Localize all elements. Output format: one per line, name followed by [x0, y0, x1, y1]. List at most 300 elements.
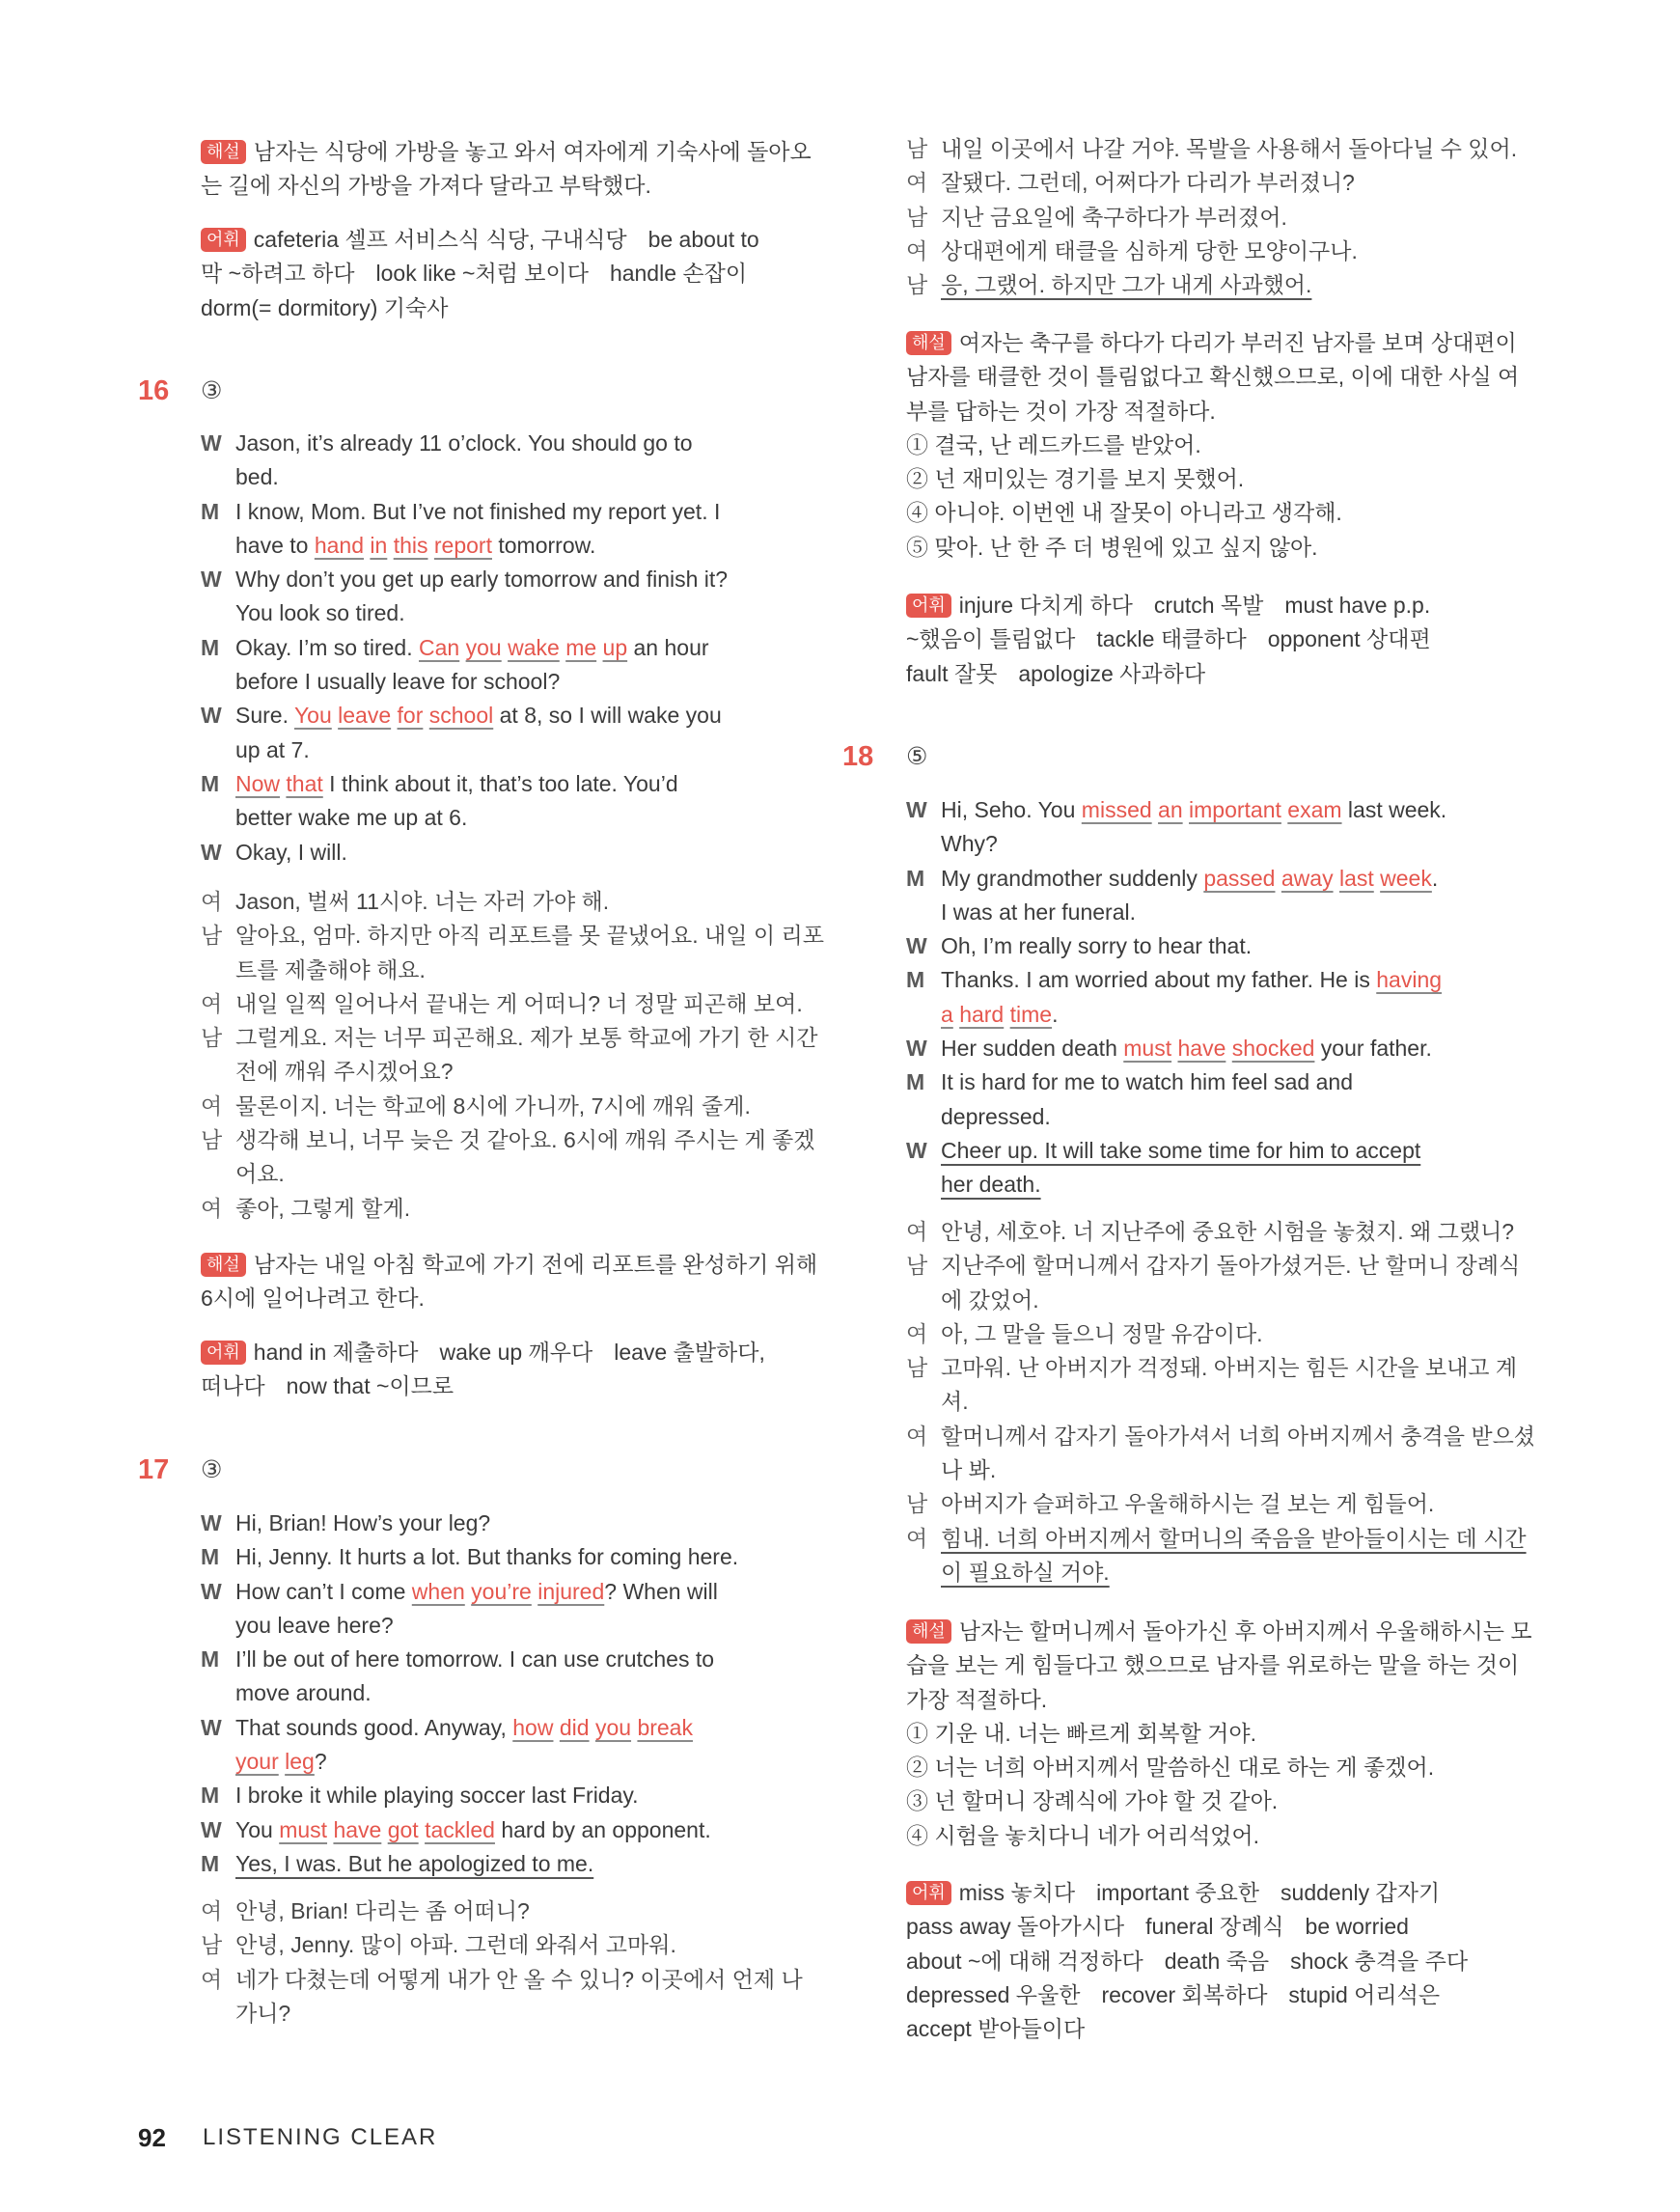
- dialogue-turn: [906, 1065, 1498, 1134]
- answer-option-translation: ③ 넌 할머니 장례식에 가야 할 것 같아.: [906, 1788, 1279, 1814]
- text-run: bed.: [235, 464, 279, 490]
- dictation-blank-word: when: [411, 1578, 465, 1604]
- question-number: 17: [138, 1454, 170, 1485]
- speaker-label: W: [201, 1816, 222, 1842]
- question-17-translation: [201, 1894, 803, 2031]
- text-run: better wake me up at 6.: [235, 805, 468, 831]
- vocab-entry: important 중요한: [1096, 1880, 1260, 1905]
- vocab-line: [906, 589, 1498, 622]
- translation-line: 지난 금요일에 축구하다가 부러졌어.: [941, 204, 1287, 230]
- dialogue-text: [235, 631, 789, 700]
- translation-turn: [906, 235, 1498, 268]
- text-run: How can’t I come: [235, 1578, 412, 1604]
- translation-text: [235, 919, 824, 987]
- translation-line: 그럴게요. 저는 너무 피곤해요. 제가 보통 학교에 가기 한 시간: [235, 1025, 818, 1051]
- vocab-entry: dorm(= dormitory) 기숙사: [201, 294, 449, 320]
- text-run: You look so tired.: [235, 600, 405, 626]
- translation-text: [941, 201, 1498, 235]
- dialogue-turn: [906, 793, 1498, 862]
- vocab-entry: tackle 태클하다: [1096, 626, 1247, 652]
- speaker-label: 여: [906, 170, 928, 196]
- question-18-vocabulary: [906, 1876, 1498, 2046]
- dialogue-text: [235, 1575, 789, 1644]
- translation-line: 네가 다쳤는데 어떻게 내가 안 올 수 있니? 이곳에서 언제 나: [235, 1966, 803, 1992]
- vocab-badge: 어휘: [201, 228, 246, 252]
- explanation-line: 습을 보는 게 힘들다고 했으므로 남자를 위로하는 말을 하는 것이: [906, 1652, 1520, 1678]
- dialogue-line: [941, 793, 1498, 827]
- translation-line: Jason, 벌써 11시야. 너는 자러 가야 해.: [235, 889, 610, 914]
- dialogue-turn: [201, 1643, 789, 1711]
- vocab-entry: accept 받아들이다: [906, 2016, 1086, 2042]
- dictation-blank-word: hard: [959, 1001, 1005, 1027]
- dialogue-line: [235, 495, 789, 529]
- dictation-blank-word: you’re: [471, 1578, 532, 1604]
- dictation-blank-word: up: [602, 634, 628, 660]
- speaker-label: 남: [906, 204, 928, 230]
- dialogue-text: [941, 793, 1498, 862]
- dialogue-turn: [201, 767, 789, 836]
- text-run: her death.: [941, 1172, 1041, 1198]
- vocab-entry: crutch 목발: [1153, 593, 1264, 618]
- speaker-label: 여: [906, 1320, 928, 1346]
- text-run: Her sudden death: [941, 1036, 1124, 1062]
- translation-turn: [201, 885, 789, 919]
- text-run: hard by an opponent.: [494, 1816, 711, 1842]
- speaker-label: M: [906, 1069, 925, 1095]
- translation-line: 안녕, Brian! 다리는 좀 어떠니?: [235, 1898, 530, 1923]
- dialogue-text: [235, 427, 789, 495]
- speaker-label: 남: [906, 1253, 928, 1279]
- text-run: depressed.: [941, 1103, 1051, 1129]
- dialogue-turn: [201, 1575, 789, 1644]
- dictation-blank-word: school: [428, 703, 494, 729]
- dialogue-line: [941, 929, 1498, 963]
- vocab-entry: suddenly 갑자기: [1281, 1880, 1441, 1905]
- dialogue-line: [235, 699, 789, 733]
- dictation-blank-word: a: [941, 1001, 953, 1027]
- speaker-label: W: [201, 1578, 222, 1604]
- translation-text: [235, 885, 789, 919]
- vocab-entry: shock 충격을 주다: [1290, 1948, 1469, 1974]
- answer-option-translation: ① 결국, 난 레드카드를 받았어.: [906, 431, 1201, 457]
- dialogue-line: [235, 460, 789, 494]
- speaker-label: 여: [201, 1898, 223, 1923]
- translation-line: 이 필요하실 거야.: [941, 1559, 1110, 1585]
- text-run: ? When will: [604, 1578, 718, 1604]
- dialogue-turn: [906, 862, 1498, 930]
- dialogue-line: [235, 631, 789, 665]
- dictation-blank-word: break: [637, 1714, 693, 1740]
- explanation-text: 남자는 내일 아침 학교에 가기 전에 리포트를 완성하기 위해: [253, 1252, 818, 1277]
- vocab-entry: funeral 장례식: [1145, 1914, 1284, 1940]
- dictation-blank-word: Now: [235, 770, 281, 796]
- dictation-blank-word: this: [393, 532, 428, 558]
- dictation-blank-word: you: [465, 634, 502, 660]
- question-18-header: [0, 736, 1680, 774]
- vocab-entry: be worried: [1305, 1914, 1409, 1940]
- vocab-entry: death 죽음: [1164, 1948, 1270, 1974]
- speaker-label: 남: [201, 923, 223, 949]
- translation-line: 안녕, Jenny. 많이 아파. 그런데 와줘서 고마워.: [235, 1932, 676, 1958]
- translation-turn: [201, 1963, 803, 2032]
- speaker-label: 남: [201, 1932, 223, 1958]
- dictation-blank-word: injured: [537, 1578, 605, 1604]
- speaker-label: W: [201, 1510, 222, 1535]
- text-run: before I usually leave for school?: [235, 669, 561, 695]
- dialogue-text: [941, 1134, 1498, 1203]
- answer-option-translation: ④ 아니야. 이번엔 내 잘못이 아니라고 생각해.: [906, 500, 1342, 526]
- translation-turn: [201, 1928, 789, 1962]
- dialogue-turn: [201, 1711, 789, 1780]
- question-16-script: [201, 427, 789, 870]
- dialogue-text: [235, 1779, 789, 1812]
- speaker-label: 남: [906, 136, 928, 161]
- dictation-blank-word: did: [559, 1714, 590, 1740]
- dialogue-line: [235, 836, 789, 870]
- answer-option-translation: ② 너는 너희 아버지께서 말씀하신 대로 하는 게 좋겠어.: [906, 1755, 1435, 1781]
- translation-line: 고마워. 난 아버지가 걱정돼. 아버지는 힘든 시간을 보내고 계: [941, 1355, 1518, 1381]
- vocab-line: [201, 223, 789, 257]
- dialogue-text: [235, 1711, 789, 1780]
- dictation-blank-word: got: [387, 1816, 419, 1842]
- translation-text: [235, 1928, 789, 1962]
- translation-turn: [201, 1192, 789, 1226]
- dialogue-text: [941, 862, 1498, 930]
- dictation-blank-word: missed: [1081, 797, 1152, 822]
- dialogue-line: [235, 1609, 789, 1643]
- text-run: Jason, it’s already 11 o’clock. You should go to: [235, 430, 693, 456]
- translation-line: 에 갔었어.: [941, 1286, 1039, 1313]
- dialogue-line: [235, 1779, 789, 1812]
- dialogue-line: [941, 963, 1498, 997]
- vocab-badge: 어휘: [906, 594, 951, 618]
- explanation-line: 는 길에 자신의 가방을 가져다 달라고 부탁했다.: [201, 173, 651, 199]
- dialogue-line: [941, 896, 1498, 929]
- translation-turn: [906, 268, 1498, 302]
- speaker-label: W: [201, 430, 222, 456]
- dictation-blank-word: tackled: [425, 1816, 495, 1842]
- speaker-label: 여: [906, 1219, 928, 1244]
- text-run: I was at her funeral.: [941, 899, 1136, 925]
- explanation-badge: 해설: [906, 331, 951, 355]
- translation-line: 가니?: [235, 2000, 291, 2026]
- dialogue-text: [235, 767, 789, 836]
- dialogue-turn: [201, 1779, 789, 1812]
- translation-text: [235, 1090, 789, 1123]
- vocab-line: [906, 1978, 1498, 2012]
- vocab-entry: be about to: [647, 227, 759, 252]
- dialogue-turn: [201, 1813, 789, 1847]
- speaker-label: 남: [201, 1127, 223, 1153]
- dialogue-line: [235, 801, 789, 835]
- speaker-label: 여: [906, 237, 928, 263]
- translation-line: 나 봐.: [941, 1457, 997, 1483]
- dialogue-line: [235, 1676, 789, 1710]
- dialogue-text: [235, 836, 789, 870]
- translation-text: [941, 132, 1517, 166]
- translation-line: 내일 이곳에서 나갈 거야. 목발을 사용해서 돌아다닐 수 있어.: [941, 136, 1518, 161]
- translation-text: [941, 166, 1498, 200]
- dictation-blank-word: have: [1177, 1036, 1226, 1062]
- dictation-blank-word: report: [433, 532, 492, 558]
- speaker-label: 남: [906, 1491, 928, 1517]
- text-run: Oh, I’m really sorry to hear that.: [941, 933, 1253, 959]
- text-run: My grandmother suddenly: [941, 865, 1204, 891]
- dialogue-turn: [201, 1847, 789, 1881]
- dialogue-line: [235, 1847, 789, 1881]
- text-run: tomorrow.: [491, 532, 596, 558]
- translation-line: 안녕, 세호야. 너 지난주에 중요한 시험을 놓쳤지. 왜 그랬니?: [941, 1219, 1515, 1244]
- dictation-blank-word: time: [1009, 1001, 1053, 1027]
- answer-option-translation: ② 넌 재미있는 경기를 보지 못했어.: [906, 466, 1245, 492]
- question-16-translation: [201, 885, 824, 1226]
- previous-explanation: [201, 135, 812, 204]
- speaker-label: W: [906, 797, 927, 822]
- text-run: Thanks. I am worried about my father. He is: [941, 967, 1377, 993]
- dialogue-line: [235, 529, 789, 563]
- vocab-entry: depressed 우울한: [906, 1981, 1081, 2007]
- dialogue-turn: [201, 1507, 789, 1540]
- translation-turn: [906, 166, 1498, 200]
- dialogue-line: [941, 1100, 1498, 1134]
- vocab-entry: opponent 상대편: [1267, 626, 1431, 652]
- translation-line: 아버지가 슬퍼하고 우울해하시는 걸 보는 게 힘들어.: [941, 1491, 1435, 1517]
- dialogue-turn: [906, 929, 1498, 963]
- vocab-entry: must have p.p.: [1284, 593, 1431, 618]
- dialogue-text: [235, 1507, 789, 1540]
- speaker-label: W: [906, 1137, 927, 1163]
- text-run: Hi, Seho. You: [941, 797, 1082, 822]
- speaker-label: W: [201, 839, 222, 865]
- dialogue-line: [941, 1134, 1498, 1168]
- dialogue-line: [235, 563, 789, 596]
- speaker-label: W: [201, 1714, 222, 1740]
- vocab-line: [201, 1336, 789, 1369]
- text-run: I broke it while playing soccer last Friday.: [235, 1783, 639, 1809]
- dictation-blank-word: week: [1380, 865, 1432, 891]
- explanation-text: 남자는 할머니께서 돌아가신 후 아버지께서 우울해하시는 모: [958, 1618, 1532, 1644]
- dialogue-line: [235, 427, 789, 460]
- dictation-blank-word: how: [512, 1714, 554, 1740]
- translation-turn: [906, 1351, 1518, 1420]
- answer-choice: ③: [201, 376, 223, 404]
- translation-line: 어요.: [235, 1161, 285, 1187]
- dialogue-line: [235, 1575, 789, 1609]
- translation-line: 아, 그 말을 들으니 정말 유감이다.: [941, 1320, 1263, 1346]
- translation-text: [235, 1894, 789, 1928]
- vocab-entry: miss 놓치다: [958, 1880, 1076, 1905]
- dialogue-line: [941, 827, 1498, 861]
- explanation-text: 여자는 축구를 하다가 다리가 부러진 남자를 보며 상대편이: [958, 330, 1517, 355]
- dictation-blank-word: your: [235, 1749, 279, 1775]
- dictation-blank-word: in: [370, 532, 388, 558]
- text-run: move around.: [235, 1680, 372, 1706]
- speaker-label: M: [906, 967, 925, 993]
- text-run: ?: [314, 1749, 327, 1775]
- translation-text: [941, 1215, 1514, 1249]
- speaker-label: 남: [906, 272, 928, 298]
- answer-option-translation: ⑤ 맞아. 난 한 주 더 병원에 있고 싶지 않아.: [906, 534, 1318, 560]
- text-run: Cheer up. It will take some time for him to accept: [941, 1137, 1421, 1163]
- question-17-script: [201, 1507, 789, 1881]
- translation-text: [235, 1963, 803, 2032]
- translation-line: 내일 일찍 일어나서 끝내는 게 어떠니? 너 정말 피곤해 보여.: [235, 990, 803, 1016]
- explanation-badge: 해설: [201, 140, 246, 164]
- text-run: an hour: [627, 634, 709, 660]
- translation-line: 셔.: [941, 1389, 969, 1415]
- text-run: Hi, Brian! How’s your leg?: [235, 1510, 491, 1535]
- translation-turn: [201, 1123, 815, 1192]
- vocab-line: [201, 257, 789, 290]
- dialogue-line: [235, 1711, 789, 1745]
- speaker-label: M: [201, 1646, 220, 1673]
- translation-text: [941, 1317, 1498, 1351]
- vocab-entry: now that ~이므로: [286, 1373, 454, 1399]
- speaker-label: M: [201, 1544, 220, 1570]
- dialogue-turn: [906, 1134, 1498, 1203]
- text-run: Okay, I will.: [235, 839, 347, 865]
- dictation-blank-word: wake: [508, 634, 560, 660]
- text-run: you leave here?: [235, 1612, 394, 1638]
- speaker-label: 여: [906, 1525, 928, 1551]
- dictation-blank-word: leave: [338, 703, 392, 729]
- vocab-line: [906, 1876, 1498, 1910]
- vocab-entry: pass away 돌아가시다: [906, 1914, 1125, 1940]
- question-number: 16: [138, 375, 170, 406]
- dictation-blank-word: passed: [1203, 865, 1276, 891]
- dictation-blank-word: must: [279, 1816, 328, 1842]
- vocab-entry: leave 출발하다,: [614, 1340, 765, 1365]
- dictation-blank-word: you: [594, 1714, 632, 1740]
- speaker-label: 여: [201, 1092, 223, 1119]
- speaker-label: 여: [201, 1966, 223, 1992]
- vocab-line: [906, 1945, 1498, 1978]
- previous-vocabulary: [201, 223, 789, 325]
- explanation-line: 부를 답하는 것이 가장 적절하다.: [906, 398, 1216, 424]
- vocab-line: [201, 291, 789, 325]
- translation-line: 상대편에게 태클을 심하게 당한 모양이구나.: [941, 237, 1358, 263]
- text-run: up at 7.: [235, 736, 310, 762]
- dialogue-line: [941, 1168, 1498, 1202]
- dictation-blank-word: for: [397, 703, 424, 729]
- question-16-vocabulary: [201, 1336, 789, 1404]
- question-17-vocabulary: [906, 589, 1498, 691]
- vocab-entry: 막 ~하려고 하다: [201, 261, 355, 287]
- dialogue-line: [235, 1813, 789, 1847]
- dialogue-text: [235, 1813, 789, 1847]
- speaker-label: M: [201, 770, 220, 796]
- translation-line: 힘내. 너희 아버지께서 할머니의 죽음을 받아들이시는 데 시간: [941, 1525, 1527, 1551]
- translation-text: [941, 1487, 1498, 1521]
- dictation-blank-word: shocked: [1231, 1036, 1315, 1062]
- dialogue-turn: [201, 1540, 789, 1574]
- question-18-script: [906, 793, 1498, 1203]
- dialogue-line: [235, 1507, 789, 1540]
- dialogue-text: [941, 929, 1498, 963]
- speaker-label: 남: [906, 1355, 928, 1381]
- explanation-line: 가장 적절하다.: [906, 1686, 1048, 1712]
- speaker-label: W: [906, 933, 927, 959]
- translation-turn: [906, 1317, 1498, 1351]
- dictation-blank-word: Can: [419, 634, 460, 660]
- translation-line: 생각해 보니, 너무 늦은 것 같아요. 6시에 깨워 주시는 게 좋겠: [235, 1127, 815, 1153]
- answer-choice: ③: [201, 1455, 223, 1483]
- dictation-blank-word: last: [1338, 865, 1374, 891]
- explanation-line: [906, 1615, 1532, 1648]
- translation-line: 전에 깨워 주시겠어요?: [235, 1059, 454, 1085]
- speaker-label: M: [201, 1783, 220, 1809]
- translation-text: [941, 1351, 1517, 1420]
- dialogue-line: [941, 998, 1498, 1032]
- translation-text: [941, 235, 1498, 268]
- speaker-label: 여: [201, 1195, 223, 1221]
- text-run: You: [235, 1816, 280, 1842]
- vocab-line: [201, 1369, 789, 1403]
- dialogue-text: [941, 963, 1498, 1032]
- dictation-blank-word: having: [1376, 967, 1443, 993]
- translation-turn: [906, 201, 1498, 235]
- translation-text: [235, 1021, 818, 1090]
- dialogue-text: [941, 1065, 1498, 1134]
- question-18-translation: [906, 1215, 1536, 1590]
- answer-choice: ⑤: [906, 742, 928, 770]
- dialogue-turn: [201, 563, 789, 631]
- translation-turn: [906, 1522, 1527, 1590]
- dialogue-line: [235, 665, 789, 699]
- translation-turn: [201, 1090, 789, 1123]
- explanation-text: 남자는 식당에 가방을 놓고 와서 여자에게 기숙사에 돌아오: [253, 139, 812, 164]
- answer-option-translation: ① 기운 내. 너는 빠르게 회복할 거야.: [906, 1720, 1256, 1746]
- vocab-badge: 어휘: [201, 1341, 246, 1365]
- page-footer: [0, 2118, 1680, 2157]
- translation-turn: [906, 1215, 1515, 1249]
- vocab-entry: hand in 제출하다: [253, 1340, 419, 1365]
- page-number: 92: [138, 2123, 166, 2152]
- speaker-label: 여: [201, 990, 223, 1016]
- translation-line: 할머니께서 갑자기 돌아가셔서 너희 아버지께서 충격을 받으셨: [941, 1423, 1536, 1449]
- dialogue-text: [235, 1847, 789, 1881]
- explanation-badge: 해설: [201, 1253, 246, 1277]
- vocab-line: [906, 1910, 1498, 1944]
- vocab-entry: cafeteria 셀프 서비스식 식당, 구내식당: [253, 227, 627, 252]
- translation-line: 좋아, 그렇게 할게.: [235, 1195, 411, 1221]
- dialogue-text: [235, 1643, 789, 1711]
- vocab-entry: handle 손잡이: [609, 261, 748, 287]
- dictation-blank-word: leg: [285, 1749, 315, 1775]
- vocab-entry: look like ~처럼 보이다: [375, 261, 589, 287]
- dialogue-turn: [201, 631, 789, 700]
- dictation-blank-word: hand: [314, 532, 365, 558]
- dialogue-line: [941, 1065, 1498, 1099]
- text-run: Why don’t you get up early tomorrow and finish it?: [235, 567, 729, 593]
- question-17-explanation: [906, 326, 1520, 565]
- question-number: 18: [842, 741, 874, 772]
- speaker-label: 남: [201, 1025, 223, 1051]
- dictation-blank-word: away: [1281, 865, 1334, 891]
- dialogue-turn: [201, 427, 789, 495]
- translation-line: 잘됐다. 그런데, 어쩌다가 다리가 부러졌니?: [941, 170, 1355, 196]
- translation-text: [941, 1420, 1535, 1488]
- vocab-line: [906, 622, 1498, 656]
- text-run: .: [1052, 1001, 1059, 1027]
- speaker-label: W: [201, 703, 222, 729]
- dialogue-line: [235, 1643, 789, 1676]
- explanation-badge: 해설: [906, 1619, 951, 1644]
- translation-line: 물론이지. 너는 학교에 8시에 가니까, 7시에 깨워 줄게.: [235, 1092, 751, 1119]
- text-run: Yes, I was. But he apologized to me.: [235, 1850, 594, 1876]
- translation-turn: [201, 1894, 789, 1928]
- translation-line: 트를 제출해야 해요.: [235, 956, 426, 982]
